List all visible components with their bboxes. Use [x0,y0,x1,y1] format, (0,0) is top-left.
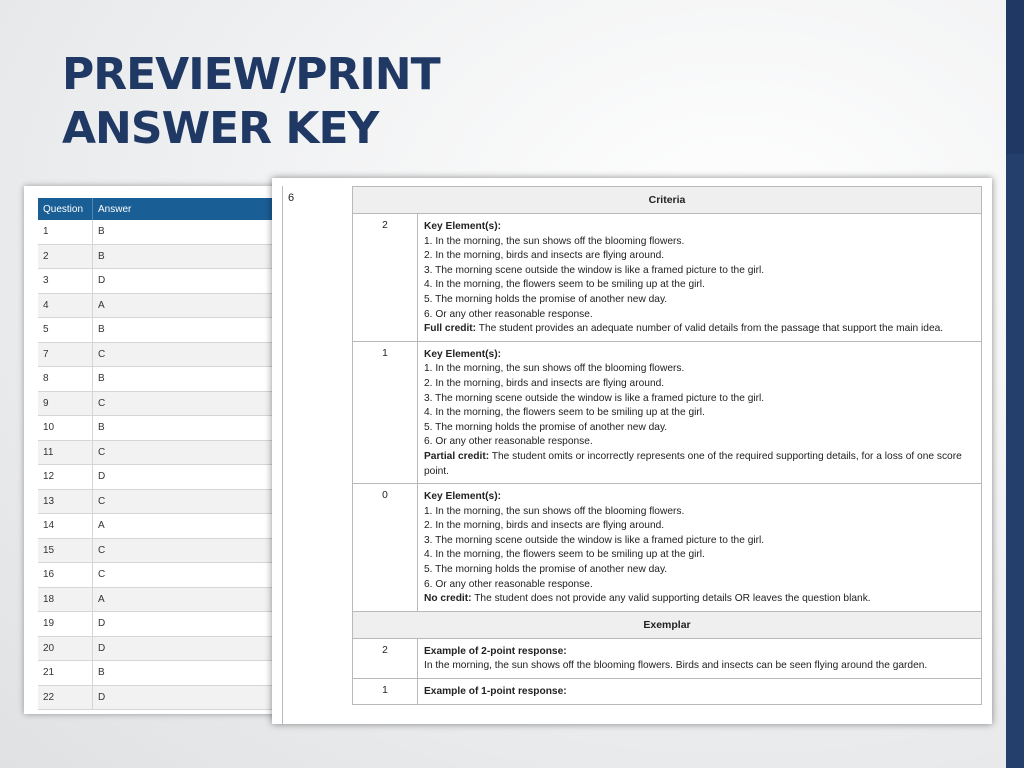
question-cell: 2 [38,244,93,269]
answer-cell: C [93,342,325,367]
criteria-description [418,341,982,483]
key-element-item: 5. The morning holds the promise of another new day. [424,421,668,433]
criteria-description [418,214,982,342]
score-row [353,214,982,342]
key-element-item: 5. The morning holds the promise of another new day. [424,564,668,576]
key-element-item: 4. In the morning, the flowers seem to be smiling up at the girl. [424,549,705,561]
score-row [353,341,982,483]
answer-cell: B [93,416,325,441]
exemplar-label: Example of 2-point response: [424,645,567,657]
answer-cell: C [93,440,325,465]
key-element-item: 6. Or any other reasonable response. [424,578,593,590]
answer-cell: B [93,244,325,269]
key-element-item: 2. In the morning, birds and insects are flying around. [424,250,665,262]
exemplar-row [353,638,982,678]
key-element-item: 6. Or any other reasonable response. [424,308,593,320]
answer-cell: B [93,367,325,392]
score-cell: 2 [353,214,418,342]
exemplar-header-row [353,611,982,638]
key-element-item: 5. The morning holds the promise of another new day. [424,293,668,305]
answer-cell: B [93,318,325,343]
answer-cell: D [93,685,325,710]
key-element-item: 2. In the morning, birds and insects are flying around. [424,520,665,532]
question-cell: 13 [38,489,93,514]
slide-title-line1: PREVIEW/PRINT [62,49,440,100]
question-cell: 9 [38,391,93,416]
question-cell: 20 [38,636,93,661]
question-cell: 1 [38,220,93,244]
question-cell: 11 [38,440,93,465]
key-element-item: 4. In the morning, the flowers seem to be smiling up at the girl. [424,279,705,291]
key-element-item: 1. In the morning, the sun shows off the blooming flowers. [424,363,685,375]
question-cell: 7 [38,342,93,367]
slide-title [62,48,440,156]
score-cell: 1 [353,341,418,483]
answer-cell: C [93,538,325,563]
answer-cell: D [93,269,325,294]
credit-text: The student provides an adequate number of valid details from the passage that support the main idea. [476,323,944,335]
answer-cell: D [93,465,325,490]
column-header-answer[interactable]: Answer [93,198,325,220]
key-element-item: 4. In the morning, the flowers seem to be smiling up at the girl. [424,407,705,419]
question-cell: 14 [38,514,93,539]
slide-title-line2: ANSWER KEY [62,103,379,154]
rubric-body [353,187,982,705]
answer-cell: A [93,514,325,539]
credit-description [424,450,975,479]
key-element-item: 3. The morning scene outside the window is like a framed picture to the girl. [424,264,765,276]
question-cell: 8 [38,367,93,392]
exemplar-row [353,679,982,705]
credit-label: No credit: [424,593,472,605]
question-column-divider [282,186,283,724]
column-header-question[interactable]: Question [38,198,93,220]
criteria-header: Criteria [353,187,982,214]
answer-cell: A [93,293,325,318]
answer-cell: C [93,563,325,588]
key-element-item: 2. In the morning, birds and insects are flying around. [424,377,665,389]
key-element-item: 1. In the morning, the sun shows off the blooming flowers. [424,235,685,247]
score-row [353,484,982,612]
rubric-table [352,186,982,705]
slide-accent-bar-lower [1006,154,1024,768]
criteria-header-row [353,187,982,214]
key-element-item: 3. The morning scene outside the window is like a framed picture to the girl. [424,392,765,404]
key-element-item: 3. The morning scene outside the window is like a framed picture to the girl. [424,534,765,546]
question-cell: 18 [38,587,93,612]
question-cell: 5 [38,318,93,343]
key-element-item: 1. In the morning, the sun shows off the blooming flowers. [424,505,685,517]
key-elements-label: Key Element(s): [424,491,501,503]
criteria-description [418,484,982,612]
exemplar-header: Exemplar [353,611,982,638]
answer-cell: B [93,661,325,686]
credit-text: The student does not provide any valid supporting details OR leaves the question blank. [471,593,871,605]
question-number: 6 [288,192,295,204]
score-cell: 0 [353,484,418,612]
answer-cell: C [93,391,325,416]
answer-cell: B [93,220,325,244]
question-cell: 3 [38,269,93,294]
question-cell: 15 [38,538,93,563]
exemplar-text: In the morning, the sun shows off the blooming flowers. Birds and insects can be seen flying around the garden. [424,660,928,672]
question-cell: 16 [38,563,93,588]
credit-label: Partial credit: [424,450,490,462]
key-elements-label: Key Element(s): [424,221,501,232]
exemplar-score-cell: 1 [353,679,418,705]
answer-cell: D [93,612,325,637]
key-elements-label: Key Element(s): [424,348,501,360]
exemplar-score-cell: 2 [353,638,418,678]
credit-label: Full credit: [424,323,477,335]
question-cell: 22 [38,685,93,710]
exemplar-description [418,679,982,705]
question-cell: 4 [38,293,93,318]
answer-cell: A [93,587,325,612]
credit-description [424,322,975,337]
credit-description [424,592,975,607]
question-cell: 21 [38,661,93,686]
rubric-panel [272,178,992,724]
question-cell: 12 [38,465,93,490]
exemplar-label: Example of 1-point response: [424,686,567,698]
key-element-item: 6. Or any other reasonable response. [424,436,593,448]
answer-cell: D [93,636,325,661]
question-cell: 19 [38,612,93,637]
answer-cell: C [93,489,325,514]
exemplar-description [418,638,982,678]
credit-text: The student omits or incorrectly represents one of the required supporting details, for a loss of one score point. [424,450,962,477]
question-cell: 10 [38,416,93,441]
